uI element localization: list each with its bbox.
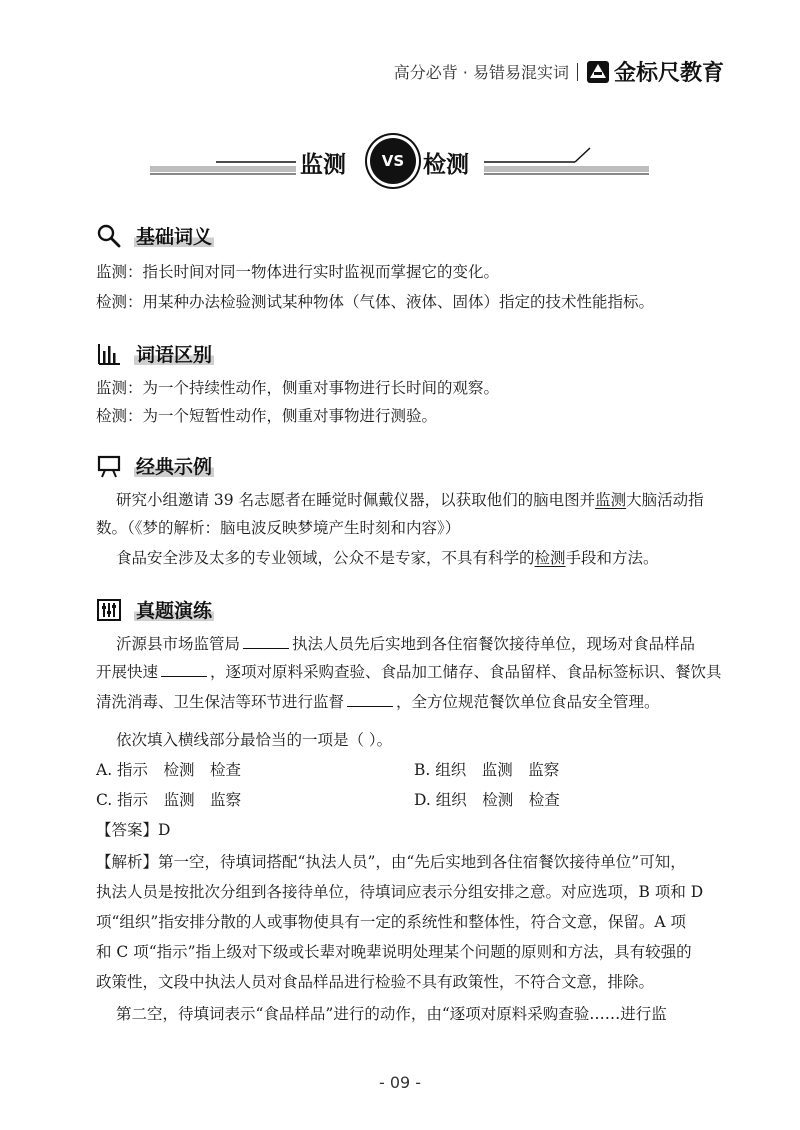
explanation-line-3: 项“组织”指安排分散的人或事物使具有一定的系统性和整体性，符合文意，保留。A 项	[96, 913, 686, 931]
section-classic-examples	[96, 452, 214, 479]
example-2-line	[116, 548, 659, 568]
section-label: 经典示例	[134, 452, 214, 479]
question-line-3	[96, 692, 660, 712]
brand-name: 金标尺教育	[613, 61, 724, 86]
answer-blank-3	[347, 692, 393, 707]
page-number: - 09 -	[378, 1073, 422, 1092]
answer-blank-2	[161, 662, 207, 677]
presentation-board-icon	[96, 453, 122, 479]
answer-line	[96, 820, 170, 840]
difference-line-1: 监测：为一个持续性动作，侧重对事物进行长时间的观察。	[96, 379, 500, 397]
header-divider	[577, 63, 578, 81]
question-text: 开展快速	[96, 663, 159, 681]
question-line-2	[96, 662, 722, 682]
answer-blank-1	[243, 634, 289, 649]
search-icon	[96, 223, 122, 249]
question-text: ，全方位规范餐饮单位食品安全管理。	[396, 693, 660, 711]
explanation-label: 【解析】	[96, 853, 159, 871]
explanation-line-5: 政策性，文段中执法人员对食品样品进行检验不具有政策性，不符合文意，排除。	[96, 973, 655, 991]
example-2-text-end: 手段和方法。	[565, 549, 659, 567]
question-line-1	[116, 634, 695, 654]
section-word-difference	[96, 340, 214, 367]
explanation-line-4: 和 C 项“指示”指上级对下级或长辈对晚辈说明处理某个问题的原则和方法，具有较强的	[96, 943, 692, 961]
option-d: D. 组织 检测 检查	[414, 791, 560, 809]
option-c: C. 指示 监测 监察	[96, 791, 242, 809]
example-2-text: 食品安全涉及太多的专业领域，公众不是专家，不具有科学的	[116, 549, 535, 567]
title-word-left: 监测	[300, 152, 346, 178]
example-1-line-1	[116, 490, 704, 510]
basic-meaning-line-2: 检测：用某种办法检验测试某种物体（气体、液体、固体）指定的技术性能指标。	[96, 293, 655, 311]
section-exercise	[96, 596, 214, 623]
section-label: 基础词义	[134, 222, 214, 249]
question-text: 执法人员先后实地到各住宿餐饮接待单位，现场对食品样品	[292, 635, 696, 653]
example-2-keyword: 检测	[534, 549, 566, 567]
question-prompt: 依次填入横线部分最恰当的一项是（ ）。	[116, 731, 393, 749]
series-title: 高分必背 · 易错易混实词	[393, 63, 569, 82]
answer-value: D	[158, 821, 171, 839]
section-label: 真题演练	[134, 596, 214, 623]
brand-logo	[586, 56, 724, 87]
question-text: ，逐项对原料采购查验、食品加工储存、食品留样、食品标签标识、餐饮具	[210, 663, 722, 681]
vs-badge: VS	[370, 138, 416, 184]
example-1-line-2: 数。（《梦的解析：脑电波反映梦境产生时刻和内容》）	[96, 519, 461, 537]
explanation-line-1	[96, 852, 686, 872]
basic-meaning-line-1: 监测：指长时间对同一物体进行实时监视而掌握它的变化。	[96, 263, 500, 281]
example-1-keyword: 监测	[595, 491, 627, 509]
explanation-line-2: 执法人员是按批次分组到各接待单位，待填词应表示分组安排之意。对应选项，B 项和 D	[96, 883, 704, 901]
bar-chart-icon	[96, 341, 122, 367]
brand-icon	[586, 60, 610, 84]
example-1-text-end: 大脑活动指	[626, 491, 704, 509]
explanation-text: 第一空，待填词搭配“执法人员”，由“先后实地到各住宿餐饮接待单位”可知，	[158, 853, 686, 871]
answer-label: 【答案】	[96, 821, 159, 839]
equalizer-icon	[96, 597, 122, 623]
explanation-line-6: 第二空，待填词表示“食品样品”进行的动作，由“逐项对原料采购查验……进行监	[116, 1005, 667, 1023]
example-1-text: 研究小组邀请 39 名志愿者在睡觉时佩戴仪器，以获取他们的脑电图并	[116, 491, 596, 509]
question-text: 清洗消毒、卫生保洁等环节进行监督	[96, 693, 345, 711]
title-banner	[0, 124, 800, 194]
difference-line-2: 检测：为一个短暂性动作，侧重对事物进行测验。	[96, 407, 438, 425]
option-a: A. 指示 检测 检查	[96, 761, 242, 779]
page-header	[394, 56, 724, 87]
title-word-right: 检测	[423, 152, 469, 178]
section-basic-meaning	[96, 222, 214, 249]
question-text: 沂源县市场监管局	[116, 635, 241, 653]
option-b: B. 组织 监测 监察	[414, 761, 560, 779]
section-label: 词语区别	[134, 340, 214, 367]
